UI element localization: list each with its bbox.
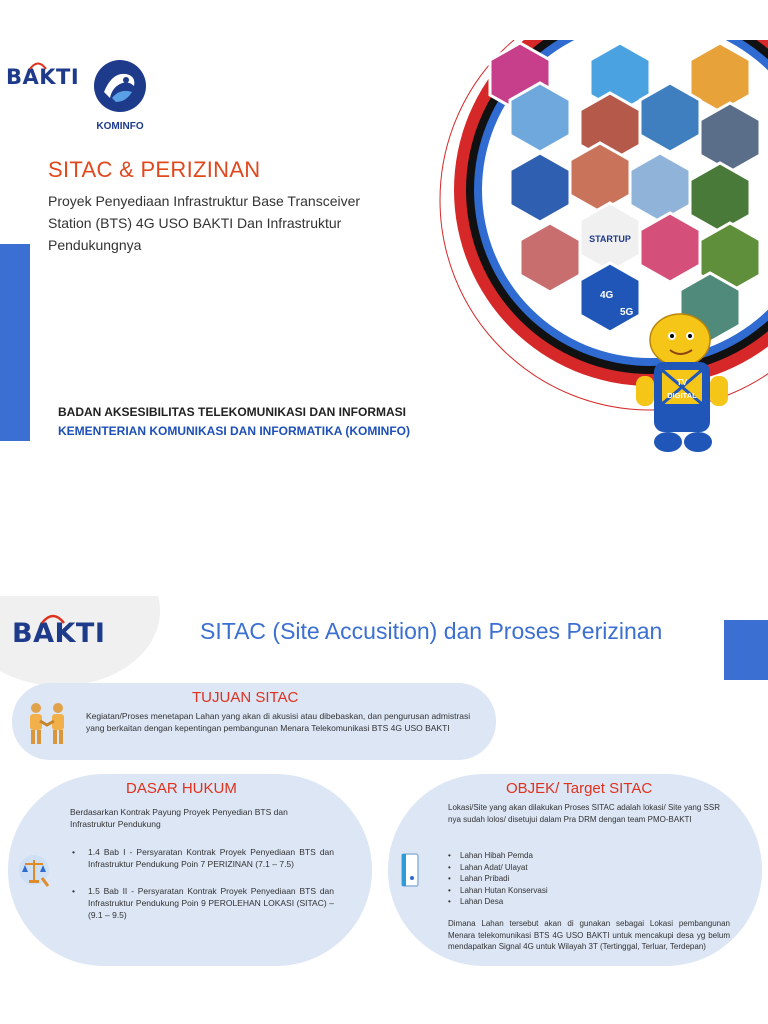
hex-tile-tower — [510, 83, 570, 152]
hex-tile-map — [640, 83, 700, 152]
ministry-name: KEMENTERIAN KOMUNIKASI DAN INFORMATIKA (KOMINFO) — [58, 424, 410, 438]
list-item: • Lahan Hibah Pemda — [448, 850, 548, 862]
list-item: • Lahan Desa — [448, 896, 548, 908]
mascot-tv-label: TV — [676, 378, 688, 387]
objek-target-note: Dimana Lahan tersebut akan di gunakan sebagai Lokasi pembangunan Menara telekomunikasi BTS 4G USO BAKTI untuk mencakupi desa yg belum mendapatkan Signal 4G untuk Wilayah 3T (Tertinggal, Terluar, Terdepan) — [448, 919, 730, 951]
hex-startup-label: STARTUP — [589, 234, 631, 244]
list-item: • Lahan Pribadi — [448, 873, 548, 885]
objek-target-intro: Lokasi/Site yang akan dilakukan Proses SITAC adalah lokasi/ Site yang SSR nya sudah lolos/ disetujui dalam Pra DRM dengan team PMO-BAKTI — [448, 803, 720, 824]
hex-5g-label: 5G — [620, 307, 634, 318]
mascot-digital-label: DIGITAL — [667, 391, 697, 400]
bakti-logo — [12, 614, 112, 654]
hex-tile-dish — [630, 153, 690, 222]
bakti-logo-arc-icon — [28, 60, 48, 70]
slide-title: SITAC & PERIZINAN — [48, 157, 261, 182]
list-item: • Lahan Adat/ Ulayat — [448, 862, 548, 874]
slide-title: SITAC (Site Accusition) dan Proses Perizinan — [200, 618, 663, 644]
kominfo-logo-text: KOMINFO — [96, 121, 144, 132]
bakti-logo-text: BAKTI — [12, 618, 106, 649]
title-slide — [0, 0, 768, 500]
dasar-hukum-list — [70, 846, 334, 936]
hex-tile-class — [520, 223, 580, 292]
bakti-logo-arc-icon — [40, 612, 66, 624]
dasar-hukum-intro: Berdasarkan Kontrak Payung Proyek Penyedian BTS dan Infrastruktur Pendukung — [70, 807, 288, 829]
hex-4g-label: 4G — [600, 290, 614, 301]
hex-tile-market — [640, 213, 700, 282]
handshake-icon — [24, 701, 70, 745]
scales-of-justice-icon — [18, 854, 50, 888]
document-icon — [398, 850, 422, 890]
hex-tile-globe — [510, 153, 570, 222]
tujuan-card — [12, 683, 496, 760]
bakti-logo — [6, 62, 80, 92]
list-item: • Lahan Hutan Konservasi — [448, 885, 548, 897]
objek-target-title: OBJEK/ Target SITAC — [506, 780, 653, 797]
slide-subtitle: Proyek Penyediaan Infrastruktur Base Transceiver Station (BTS) 4G USO BAKTI Dan Infrastruktur Pendukungnya — [48, 193, 361, 253]
hex-tile-antenna — [690, 163, 750, 232]
tujuan-title: TUJUAN SITAC — [192, 689, 299, 706]
tujuan-body: Kegiatan/Proses menetapan Lahan yang akan di akusisi atau dibebaskan, dan pengurusan admistrasi yang berkaitan dengan kepentingan pembangunan Menara Telekomunikasi BTS 4G USO BAKTI — [86, 711, 471, 733]
dasar-hukum-card — [8, 774, 372, 966]
objek-target-card — [388, 774, 762, 966]
content-slide — [0, 596, 768, 1024]
kominfo-logo — [80, 58, 160, 132]
org-name: BADAN AKSESIBILITAS TELEKOMUNIKASI DAN INFORMASI — [58, 405, 406, 419]
kominfo-emblem-icon — [92, 58, 148, 114]
objek-target-list — [448, 850, 548, 908]
hexagon-collage-graphic — [410, 40, 768, 480]
dasar-hukum-title: DASAR HUKUM — [126, 780, 237, 797]
bakti-logo-text: BAKTI — [6, 65, 80, 89]
left-accent-bar — [0, 244, 30, 441]
hex-tile-kids — [570, 143, 630, 212]
list-item: • 1.5 Bab II - Persyaratan Kontrak Proyek Penyediaan BTS dan Infrastruktur Pendukung Poin 9 PEROLEHAN LOKASI (SITAC) – (9.1 – 9.5) — [70, 885, 334, 921]
hex-tile-mast — [700, 103, 760, 172]
right-accent-bar — [724, 620, 768, 680]
list-item: • 1.4 Bab I - Persyaratan Kontrak Proyek Penyediaan BTS dan Infrastruktur Pendukung Poin 7 PERIZINAN (7.1 – 7.5) — [70, 846, 334, 870]
